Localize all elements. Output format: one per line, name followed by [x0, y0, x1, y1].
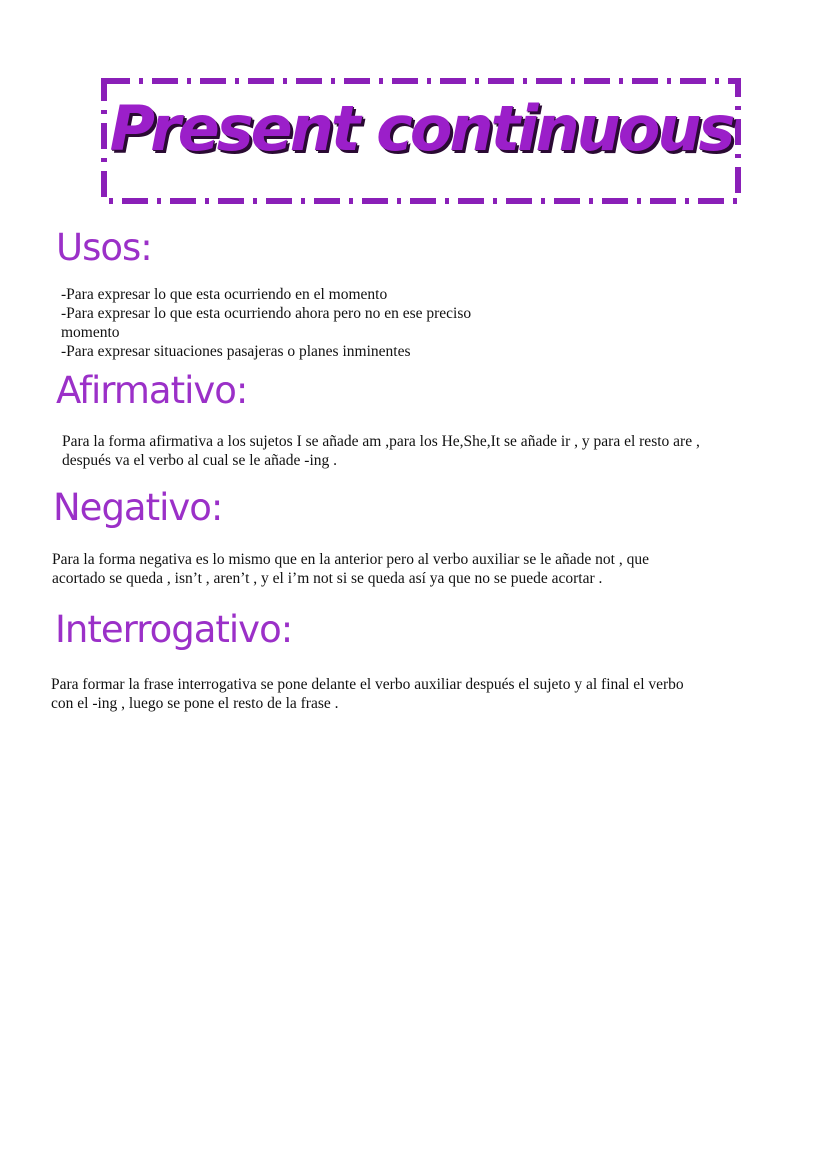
negativo-paragraph	[52, 550, 649, 588]
heading-afirmativo: Afirmativo:	[56, 369, 248, 412]
usos-paragraph	[61, 285, 471, 361]
page-title: Present continuous	[109, 92, 733, 165]
text-line: -Para expresar situaciones pasajeras o planes inminentes	[61, 343, 411, 360]
interrogativo-paragraph	[51, 675, 684, 713]
afirmativo-paragraph	[62, 432, 700, 470]
text-line: Para la forma negativa es lo mismo que en la anterior pero al verbo auxiliar se le añade not , que	[52, 551, 649, 568]
text-line: -Para expresar lo que esta ocurriendo ahora pero no en ese preciso	[61, 305, 472, 322]
text-line: -Para expresar lo que esta ocurriendo en el momento	[61, 286, 388, 303]
title-banner	[101, 78, 741, 204]
heading-usos: Usos:	[56, 226, 152, 269]
heading-negativo: Negativo:	[53, 486, 223, 529]
text-line: Para la forma afirmativa a los sujetos I se añade am ,para los He,She,It se añade ir , y para el resto are ,	[62, 433, 700, 450]
text-line: Para formar la frase interrogativa se pone delante el verbo auxiliar después el sujeto y al final el verbo	[51, 676, 684, 693]
text-line: con el -ing , luego se pone el resto de la frase .	[51, 695, 339, 712]
heading-interrogativo: Interrogativo:	[55, 608, 293, 651]
text-line: momento	[61, 324, 120, 341]
text-line: acortado se queda , isn’t , aren’t , y el i’m not si se queda así ya que no se puede acortar .	[52, 570, 603, 587]
text-line: después va el verbo al cual se le añade -ing .	[62, 452, 338, 469]
